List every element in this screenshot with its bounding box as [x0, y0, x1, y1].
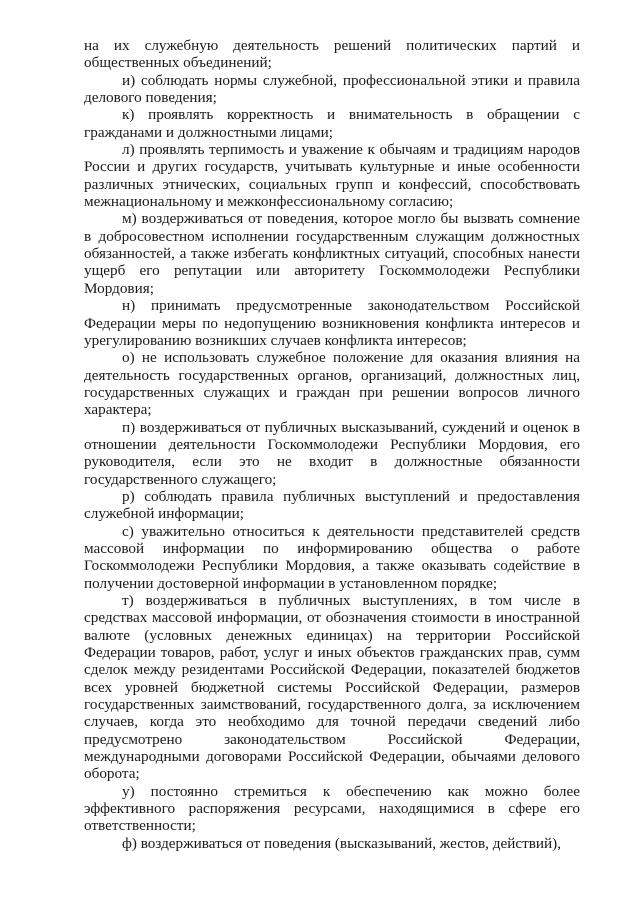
paragraph-item-p: п) воздерживаться от публичных высказываний, суждений и оценок в отношении деятельности Госкоммолодежи Республики Мордовия, его руководителя, если это не входит в должностные обязанности государственного служащего;	[84, 418, 580, 488]
paragraph-item-f: ф) воздерживаться от поведения (высказываний, жестов, действий),	[122, 834, 562, 852]
paragraph-item-n: н) принимать предусмотренные законодательством Российской Федерации меры по недопущению возникновения конфликта интересов и урегулированию возникших случаев конфликта интересов;	[84, 297, 580, 349]
paragraph-item-t: т) воздерживаться в публичных выступлениях, в том числе в средствах массовой информации, от обозначения стоимости в иностранной валюте (условных денежных единицах) на территории Российской Федерации товаров, работ, услуг и иных объектов гражданских прав, сумм сделок между резидентами Российской Федерации, показателей бюджетов всех уровней бюджетной системы Российской Федерации, размеров государственных заимствований, государственного долга, за исключением случаев, когда это необходимо для точной передачи сведений либо предусмотрено законодательством Российской Федерации, международными договорами Российской Федерации, обычаями делового оборота;	[84, 592, 580, 783]
paragraph-continuation: на их служебную деятельность решений политических партий и общественных объединений;	[84, 37, 580, 72]
paragraph-item-s: с) уважительно относиться к деятельности представителей средств массовой информации по информированию общества о работе Госкоммолодежи Республики Мордовия, а также оказывать содействие в получении достоверной информации в установленном порядке;	[84, 522, 580, 592]
paragraph-item-o: о) не использовать служебное положение для оказания влияния на деятельность государственных органов, организаций, должностных лиц, государственных служащих и граждан при решении вопросов личного характера;	[84, 349, 580, 419]
document-body	[84, 37, 580, 852]
paragraph-item-r: р) соблюдать правила публичных выступлений и предоставления служебной информации;	[84, 487, 580, 523]
paragraph-item-u: у) постоянно стремиться к обеспечению как можно более эффективного распоряжения ресурсами, находящимися в сфере его ответственности;	[84, 782, 580, 835]
paragraph-item-k: к) проявлять корректность и внимательность в обращении с гражданами и должностными лицами;	[84, 106, 580, 141]
paragraph-item-l: л) проявлять терпимость и уважение к обычаям и традициям народов России и других государств, учитывать культурные и иные особенности различных этнических, социальных групп и конфессий, способствовать межнациональному и межконфессиональному согласию;	[84, 141, 580, 211]
paragraph-item-m: м) воздерживаться от поведения, которое могло бы вызвать сомнение в добросовестном исполнении государственным служащим должностных обязанностей, а также избегать конфликтных ситуаций, способных нанести ущерб его репутации или авторитету Госкоммолодежи Республики Мордовия;	[84, 210, 580, 297]
paragraph-item-i: и) соблюдать нормы служебной, профессиональной этики и правила делового поведения;	[84, 71, 580, 107]
